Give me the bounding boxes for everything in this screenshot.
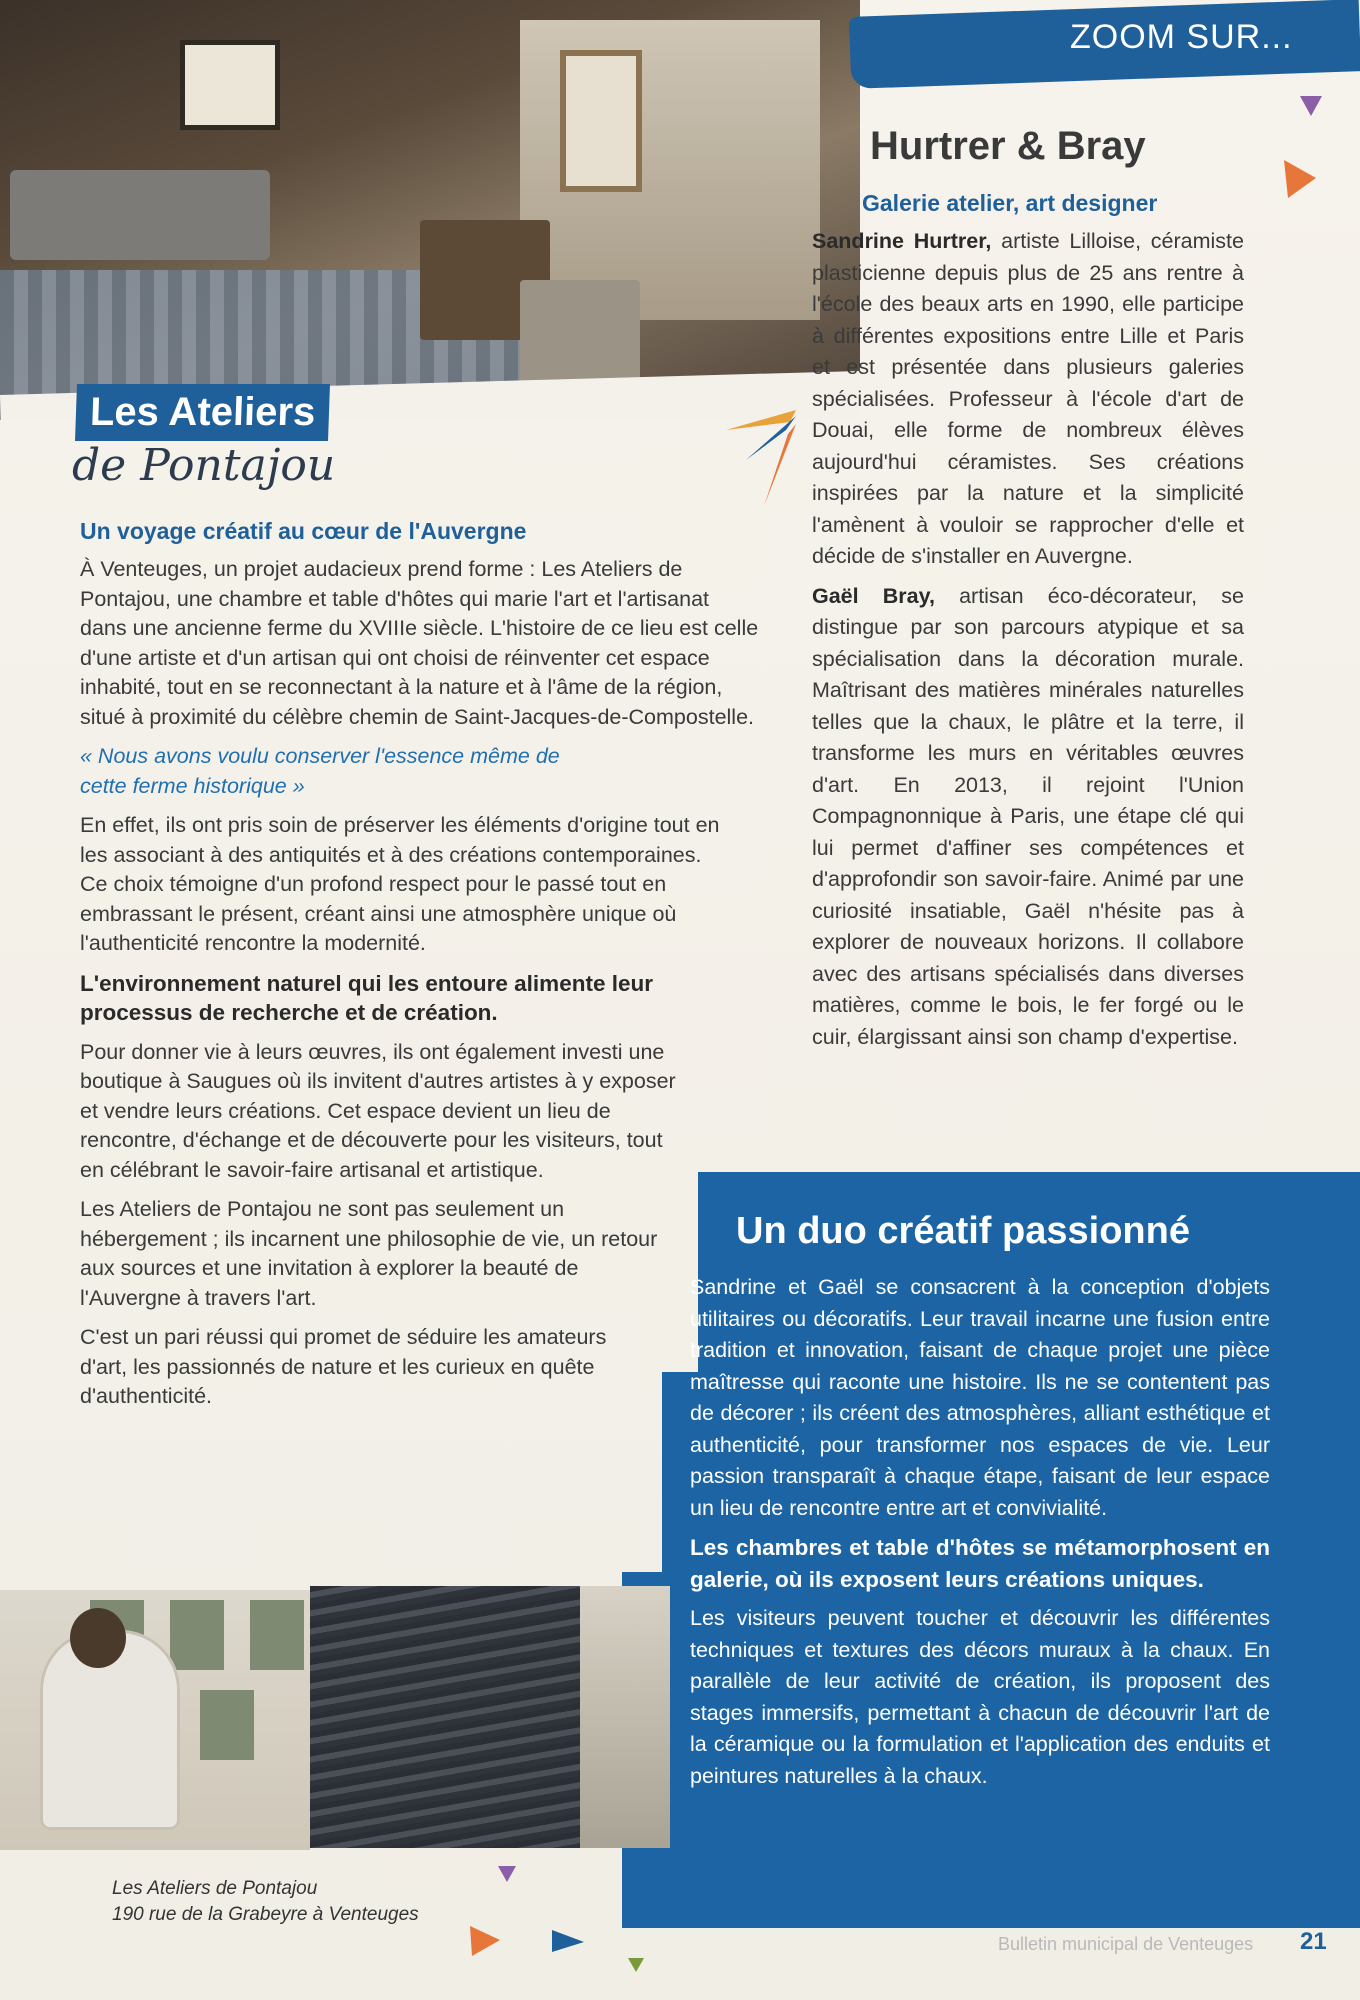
photo-caption: Les Ateliers de Pontajou — [112, 1878, 318, 1899]
article-subtitle: Un voyage créatif au cœur de l'Auvergne — [80, 518, 527, 544]
page-number: 21 — [1300, 1928, 1327, 1955]
paragraph: En effet, ils ont pris soin de préserver les éléments d'origine tout en les associant à des antiquités et à des créations contemporaines. Ce choix témoigne d'un profond respect pour le passé tout en embrassant le présent, créant ainsi une atmosphère unique où l'authenticité rencontre la modernité. — [80, 813, 720, 955]
paragraph-text: artisan éco-décorateur, se distingue par son parcours atypique et sa spécialisation dans la décoration murale. Maîtrisant des matières minérales naturelles telles que la chaux, le plâtre et la terre, il transforme les murs en véritables œuvres d'art. En 2013, il rejoint l'Union Compagnonnique à Paris, une étape clé qui lui permet d'affiner ses compétences et d'approfondir son savoir-faire. Animé par une curiosité insatiable, Gaël n'hésite pas à explorer de nouveaux horizons. Il collabore avec des artisans spécialisés dans diverses matières, comme le bois, le fer forgé ou le cuir, élargissant ainsi son champ d'expertise. — [812, 583, 1244, 1049]
paragraph: À Venteuges, un projet audacieux prend forme : Les Ateliers de Pontajou, une chambre et table d'hôtes qui marie l'art et l'artisanat dans une ancienne ferme du XVIIIe siècle. L'histoire de ce lieu est celle d'une artiste et d'un artisan qui ont choisi de réinventer cet espace inhabité, tout en se reconnectant à la nature et à l'âme de la région, situé à proximité du célèbre chemin de Saint-Jacques-de-Compostelle. — [80, 557, 759, 729]
paragraph: Pour donner vie à leurs œuvres, ils ont également investi une boutique à Saugues où ils invitent d'autres artistes à y exposer et vendre leurs créations. Cet espace devient un lieu de rencontre, d'échange et de découverte pour les visiteurs, tout en célébrant le savoir-faire artisanal et artistique. — [80, 1039, 676, 1182]
article-title: Les Ateliers — [75, 384, 330, 441]
paragraph-text: artiste Lilloise, céramiste plasticienne depuis plus de 25 ans rentre à l'école des beaux arts en 1990, elle participe à différentes expositions entre Lille et Paris et est présentée dans plusieurs galeries spécialisées. Professeur à l'école d'art de Douai, elle forme de nombreux élèves aujourd'hui céramistes. Ses créations inspirées par la nature et la simplicité l'amènent à vouloir se rapprocher d'elle et décide de s'installer en Auvergne. — [812, 229, 1244, 568]
pull-quote: « Nous avons voulu conserver l'essence même de cette ferme historique » — [80, 744, 560, 798]
section-subtitle: Galerie atelier, art designer — [862, 190, 1158, 216]
triangle-decor-icon — [1284, 160, 1320, 200]
right-column — [812, 226, 1244, 1061]
paragraph: Les visiteurs peuvent toucher et découvrir les différentes techniques et textures des décors muraux à la chaux. En parallèle de leur activité de création, ils proposent des stages immersifs, permettant à chacun de découvrir l'art de la céramique ou la formulation et l'application des enduits et peintures naturelles à la chaux. — [690, 1606, 1270, 1788]
section-title: Hurtrer & Bray — [870, 124, 1146, 168]
highlight-text: L'environnement naturel qui les entoure alimente leur processus de recherche et de création. — [80, 970, 653, 1025]
triangle-decor-icon — [552, 1930, 586, 1954]
brush-strokes-decor-icon — [726, 408, 796, 508]
paragraph — [812, 581, 1244, 1054]
person-name: Sandrine Hurtrer, — [812, 229, 992, 253]
left-column — [80, 555, 760, 1422]
person-name: Gaël Bray, — [812, 583, 935, 608]
artist-photo — [0, 1590, 310, 1850]
footer-bulletin: Bulletin municipal de Venteuges — [998, 1934, 1254, 1954]
triangle-decor-icon — [498, 1866, 518, 1886]
article-title-script: de Pontajou — [72, 440, 336, 491]
interior-photo — [0, 0, 860, 420]
photo-caption-address: 190 rue de la Grabeyre à Venteuges — [112, 1904, 419, 1925]
triangle-decor-icon — [1300, 96, 1326, 122]
highlight-box-text — [690, 1272, 1270, 1800]
paragraph — [812, 226, 1244, 573]
paragraph: Les Ateliers de Pontajou ne sont pas seulement un hébergement ; ils incarnent une philosophie de vie, un retour aux sources et une invitation à explorer la beauté de l'Auvergne à travers l'art. — [80, 1197, 658, 1310]
paragraph: Sandrine et Gaël se consacrent à la conception d'objets utilitaires ou décoratifs. Leur travail incarne une fusion entre tradition et innovation, faisant de chaque projet une pièce maîtresse qui raconte une histoire. Ils ne se contentent pas de décorer ; ils créent des atmosphères, alliant esthétique et authenticité, pour transformer nos espaces de vie. Leur passion transparaît à chaque étape, faisant de leur espace un lieu de rencontre entre art et convivialité. — [690, 1275, 1270, 1520]
paragraph: C'est un pari réussi qui promet de séduire les amateurs d'art, les passionnés de nature et les curieux en quête d'authenticité. — [80, 1325, 607, 1408]
highlight-box-title: Un duo créatif passionné — [736, 1210, 1190, 1252]
triangle-decor-icon — [470, 1926, 504, 1960]
triangle-decor-icon — [628, 1958, 646, 1974]
highlight-text: Les chambres et table d'hôtes se métamorphosent en galerie, où ils exposent leurs créations uniques. — [690, 1535, 1270, 1592]
zoom-label: ZOOM SUR... — [1070, 18, 1293, 56]
wall-artwork-photo — [310, 1586, 670, 1848]
